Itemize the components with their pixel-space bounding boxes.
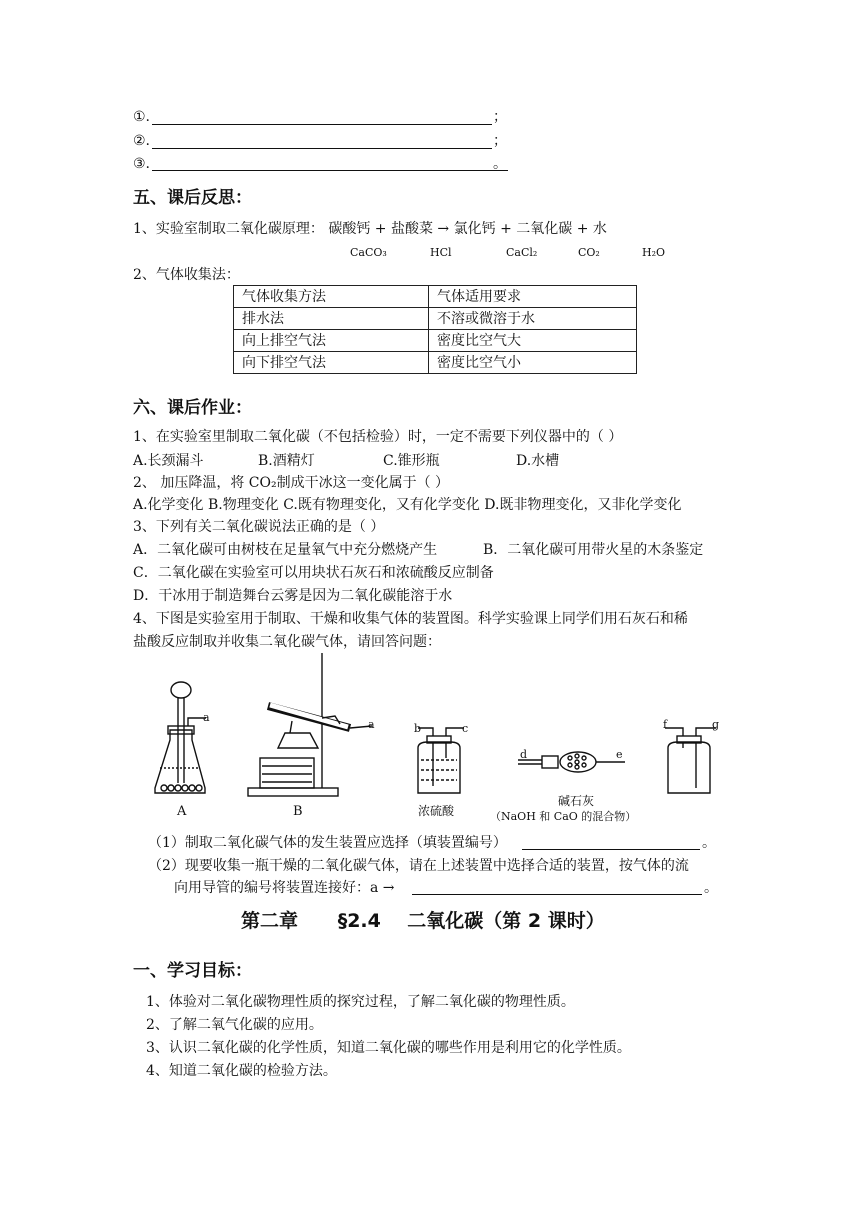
blank-item-1-number: ①.: [133, 109, 151, 125]
blank-item-2-end: ；: [493, 133, 507, 149]
answer-blank-3[interactable]: [152, 170, 508, 171]
apparatus-e-collecting-bottle: [665, 728, 716, 793]
q3-option-a: A．二氧化碳可由树枝在足量氧气中充分燃烧产生: [133, 542, 438, 558]
q1-option-b: B.酒精灯: [258, 453, 315, 469]
answer-blank-2[interactable]: [152, 148, 492, 149]
tube-label-d: d: [520, 748, 528, 761]
q2-options: A.化学变化 B.物理变化 C.既有物理变化，又有化学变化 D.既非物理变化，又非化学变化: [133, 497, 682, 513]
section-5-heading: 五、课后反思：: [133, 188, 252, 208]
sub-question-1: （1）制取二氧化碳气体的发生装置应选择（填装置编号）: [148, 835, 507, 851]
q3-option-c: C．二氧化碳在实验室可以用块状石灰石和浓硫酸反应制备: [133, 565, 494, 581]
tube-label-a2: a: [368, 718, 375, 731]
q3-option-d: D．干冰用于制造舞台云雾是因为二氧化碳能溶于水: [133, 588, 453, 604]
table-cell: 向下排空气法: [234, 352, 429, 374]
section-1-heading: 一、学习目标：: [133, 961, 252, 981]
apparatus-d-drying-tube: [518, 752, 625, 772]
table-cell: 密度比空气小: [429, 352, 637, 374]
formula-caco3: CaCO₃: [350, 246, 387, 259]
answer-blank-connection[interactable]: [412, 894, 702, 895]
sub-question-2-line-1: （2）现要收集一瓶干燥的二氧化碳气体，请在上述装置中选择合适的装置，按气体的流: [148, 858, 689, 874]
chapter-title: 第二章 §2.4 二氧化碳（第 2 课时）: [241, 910, 605, 932]
figure-label-acid: 浓硫酸: [418, 804, 455, 818]
tube-label-c: c: [462, 722, 469, 735]
question-4-line-1: 4、下图是实验室用于制取、干燥和收集气体的装置图。科学实验课上同学们用石灰石和稀: [133, 611, 688, 627]
question-3: 3、下列有关二氧化碳说法正确的是（ ）: [133, 519, 385, 535]
blank-item-1-end: ；: [493, 109, 507, 125]
blank-item-2-number: ②.: [133, 133, 151, 149]
q3-option-b: B．二氧化碳可用带火星的木条鉴定: [483, 542, 704, 558]
q1-option-a: A.长颈漏斗: [133, 453, 204, 469]
question-2: 2、 加压降温，将 CO₂制成干冰这一变化属于（ ）: [133, 475, 450, 491]
question-1: 1、在实验室里制取二氧化碳（不包括检验）时，一定不需要下列仪器中的（ ）: [133, 429, 623, 445]
objective-4: 4、知道二氧化碳的检验方法。: [146, 1063, 337, 1079]
table-header-cell: 气体适用要求: [429, 286, 637, 308]
gas-collection-table: [233, 285, 637, 374]
formula-h2o: H₂O: [642, 246, 666, 259]
sub-question-2-end: 。: [704, 880, 718, 896]
answer-blank-device[interactable]: [522, 849, 700, 850]
blank-item-3-number: ③.: [133, 156, 151, 172]
figure-label-a: A: [177, 804, 187, 819]
table-cell: 不溶或微溶于水: [429, 308, 637, 330]
blank-item-3-end: 。: [493, 156, 507, 172]
table-header-cell: 气体收集方法: [234, 286, 429, 308]
table-cell: 向上排空气法: [234, 330, 429, 352]
table-row: [234, 352, 637, 374]
formula-co2: CO₂: [578, 246, 600, 259]
sub-question-2-line-2: 向用导管的编号将装置连接好：a →: [174, 880, 395, 896]
objective-1: 1、体验对二氧化碳物理性质的探究过程，了解二氧化碳的物理性质。: [146, 994, 575, 1010]
question-4-line-2: 盐酸反应制取并收集二氧化碳气体，请回答问题：: [133, 634, 441, 650]
q1-option-d: D.水槽: [516, 453, 560, 469]
table-header-row: [234, 286, 637, 308]
figure-label-b: B: [293, 804, 303, 819]
apparatus-c-wash-bottle: [418, 728, 464, 793]
gas-collection-label: 2、气体收集法：: [133, 267, 240, 283]
tube-label-e: e: [616, 748, 623, 761]
table-row: [234, 308, 637, 330]
sub-question-1-end: 。: [702, 835, 716, 851]
tube-label-g: g: [712, 718, 720, 731]
reaction-principle-line: 1、实验室制取二氧化碳原理： 碳酸钙 + 盐酸菜 → 氯化钙 + 二氧化碳 + 水: [133, 221, 607, 237]
objective-3: 3、认识二氧化碳的化学性质，知道二氧化碳的哪些作用是利用它的化学性质。: [146, 1040, 631, 1056]
apparatus-b-stand: [248, 653, 372, 796]
figure-label-soda-lime: 碱石灰: [558, 794, 595, 808]
figure-label-soda-lime-note: （NaOH 和 CaO 的混合物）: [490, 810, 637, 823]
tube-label-a1: a: [203, 711, 210, 724]
objective-2: 2、了解二氧气化碳的应用。: [146, 1017, 323, 1033]
section-6-heading: 六、课后作业：: [133, 398, 252, 418]
q1-option-c: C.锥形瓶: [383, 453, 440, 469]
formula-hcl: HCl: [430, 246, 452, 259]
table-row: [234, 330, 637, 352]
table-cell: 密度比空气大: [429, 330, 637, 352]
tube-label-f: f: [663, 718, 668, 731]
apparatus-a-flask: [155, 682, 206, 793]
answer-blank-1[interactable]: [152, 124, 492, 125]
tube-label-b: b: [414, 722, 422, 735]
table-cell: 排水法: [234, 308, 429, 330]
formula-cacl2: CaCl₂: [506, 246, 538, 259]
apparatus-figure: [150, 648, 750, 823]
